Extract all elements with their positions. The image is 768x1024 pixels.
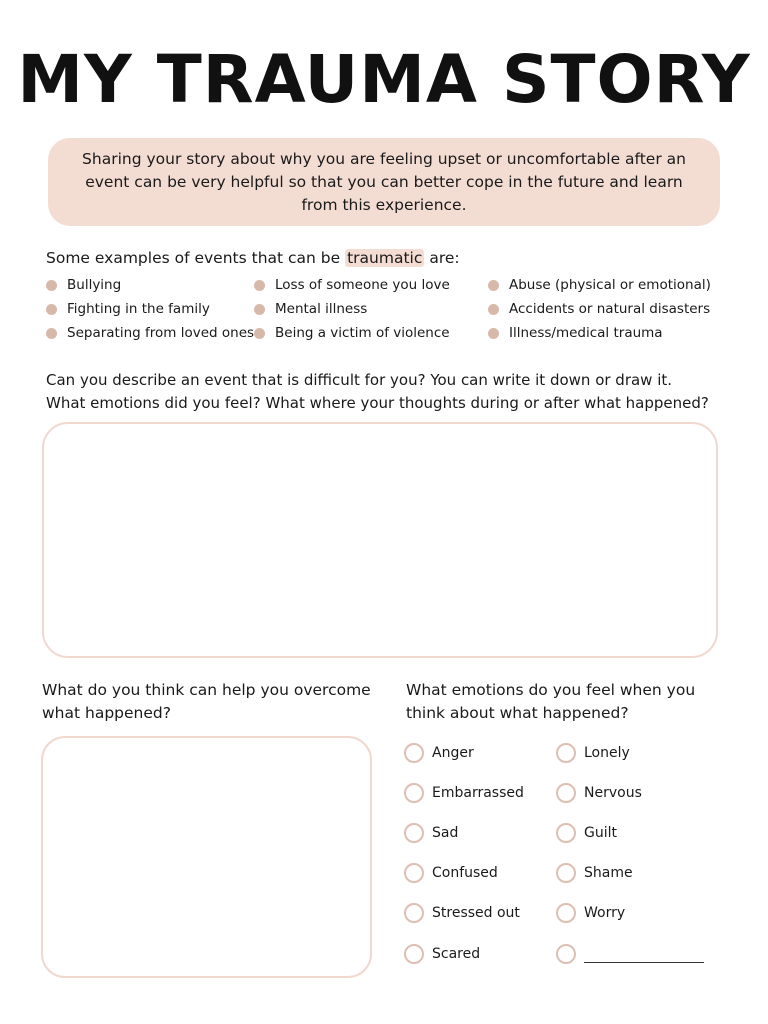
bullet-icon [488,280,499,291]
checkbox-circle-icon[interactable] [556,743,576,763]
example-item [46,301,210,317]
describe-prompt-line: Can you describe an event that is difficult for you? You can write it down or draw it. [46,371,673,389]
checkbox-circle-icon[interactable] [556,783,576,803]
emotion-option-confused[interactable] [404,863,498,883]
examples-lead-text: Some examples of events that can be [46,249,346,267]
bullet-icon [46,280,57,291]
bullet-icon [254,328,265,339]
emotions-prompt-line: think about what happened? [406,704,629,722]
emotion-label: Lonely [584,745,630,761]
describe-prompt [46,369,709,415]
checkbox-circle-icon[interactable] [404,903,424,923]
example-label: Abuse (physical or emotional) [509,277,711,293]
intro-banner [48,138,720,226]
describe-event-box[interactable] [42,422,718,658]
bullet-icon [488,304,499,315]
emotion-option-other[interactable] [556,944,704,964]
example-label: Loss of someone you love [275,277,450,293]
example-label: Fighting in the family [67,301,210,317]
example-item [46,325,254,341]
overcome-prompt-line: what happened? [42,704,171,722]
emotions-prompt [406,679,695,725]
describe-prompt-line: What emotions did you feel? What where your thoughts during or after what happened? [46,394,709,412]
bullet-icon [488,328,499,339]
examples-lead-end: are: [424,249,460,267]
other-emotion-write-in-line[interactable] [584,962,704,963]
example-label: Illness/medical trauma [509,325,663,341]
checkbox-circle-icon[interactable] [556,863,576,883]
example-item [488,301,710,317]
intro-text: Sharing your story about why you are feeling upset or uncomfortable after an event can be very helpful so that you can better cope in the future and learn from this experience. [82,149,686,214]
checkbox-circle-icon[interactable] [556,823,576,843]
example-item [254,301,367,317]
checkbox-circle-icon[interactable] [404,863,424,883]
emotion-label: Shame [584,865,633,881]
emotion-label: Embarrassed [432,785,524,801]
example-label: Accidents or natural disasters [509,301,711,317]
example-label: Being a victim of violence [275,325,450,341]
page-title: MY TRAUMA STORY [17,41,751,118]
example-item [254,277,450,293]
checkbox-circle-icon[interactable] [404,823,424,843]
emotion-label: Scared [432,946,481,962]
overcome-prompt-line: What do you think can help you overcome [42,681,371,699]
emotion-option-embarrassed[interactable] [404,783,524,803]
example-item [46,277,121,293]
checkbox-circle-icon[interactable] [556,903,576,923]
emotion-option-stressed-out[interactable] [404,903,520,923]
example-item [488,325,663,341]
emotion-label: Worry [584,905,626,921]
emotion-option-anger[interactable] [404,743,474,763]
examples-lead [46,249,460,267]
example-item [488,277,711,293]
example-label: Bullying [67,277,122,293]
example-item [254,325,450,341]
emotion-label: Confused [432,865,498,881]
bullet-icon [46,328,57,339]
emotion-label: Guilt [584,825,617,841]
emotion-label: Stressed out [432,905,520,921]
checkbox-circle-icon[interactable] [556,944,576,964]
emotion-option-shame[interactable] [556,863,633,883]
emotion-label: Anger [432,745,474,761]
bullet-icon [254,280,265,291]
emotion-option-nervous[interactable] [556,783,642,803]
example-label: Separating from loved ones [67,325,255,341]
overcome-prompt [42,679,371,725]
checkbox-circle-icon[interactable] [404,944,424,964]
checkbox-circle-icon[interactable] [404,783,424,803]
emotions-prompt-line: What emotions do you feel when you [406,681,696,699]
emotion-label: Sad [432,825,459,841]
traumatic-highlight: traumatic [347,249,423,267]
emotion-option-sad[interactable] [404,823,458,843]
examples-list [46,277,746,349]
emotion-option-guilt[interactable] [556,823,617,843]
emotion-option-scared[interactable] [404,944,480,964]
example-label: Mental illness [275,301,368,317]
overcome-box[interactable] [41,736,372,978]
checkbox-circle-icon[interactable] [404,743,424,763]
emotion-option-lonely[interactable] [556,743,630,763]
emotion-option-worry[interactable] [556,903,625,923]
bullet-icon [254,304,265,315]
emotion-label: Nervous [584,785,642,801]
bullet-icon [46,304,57,315]
